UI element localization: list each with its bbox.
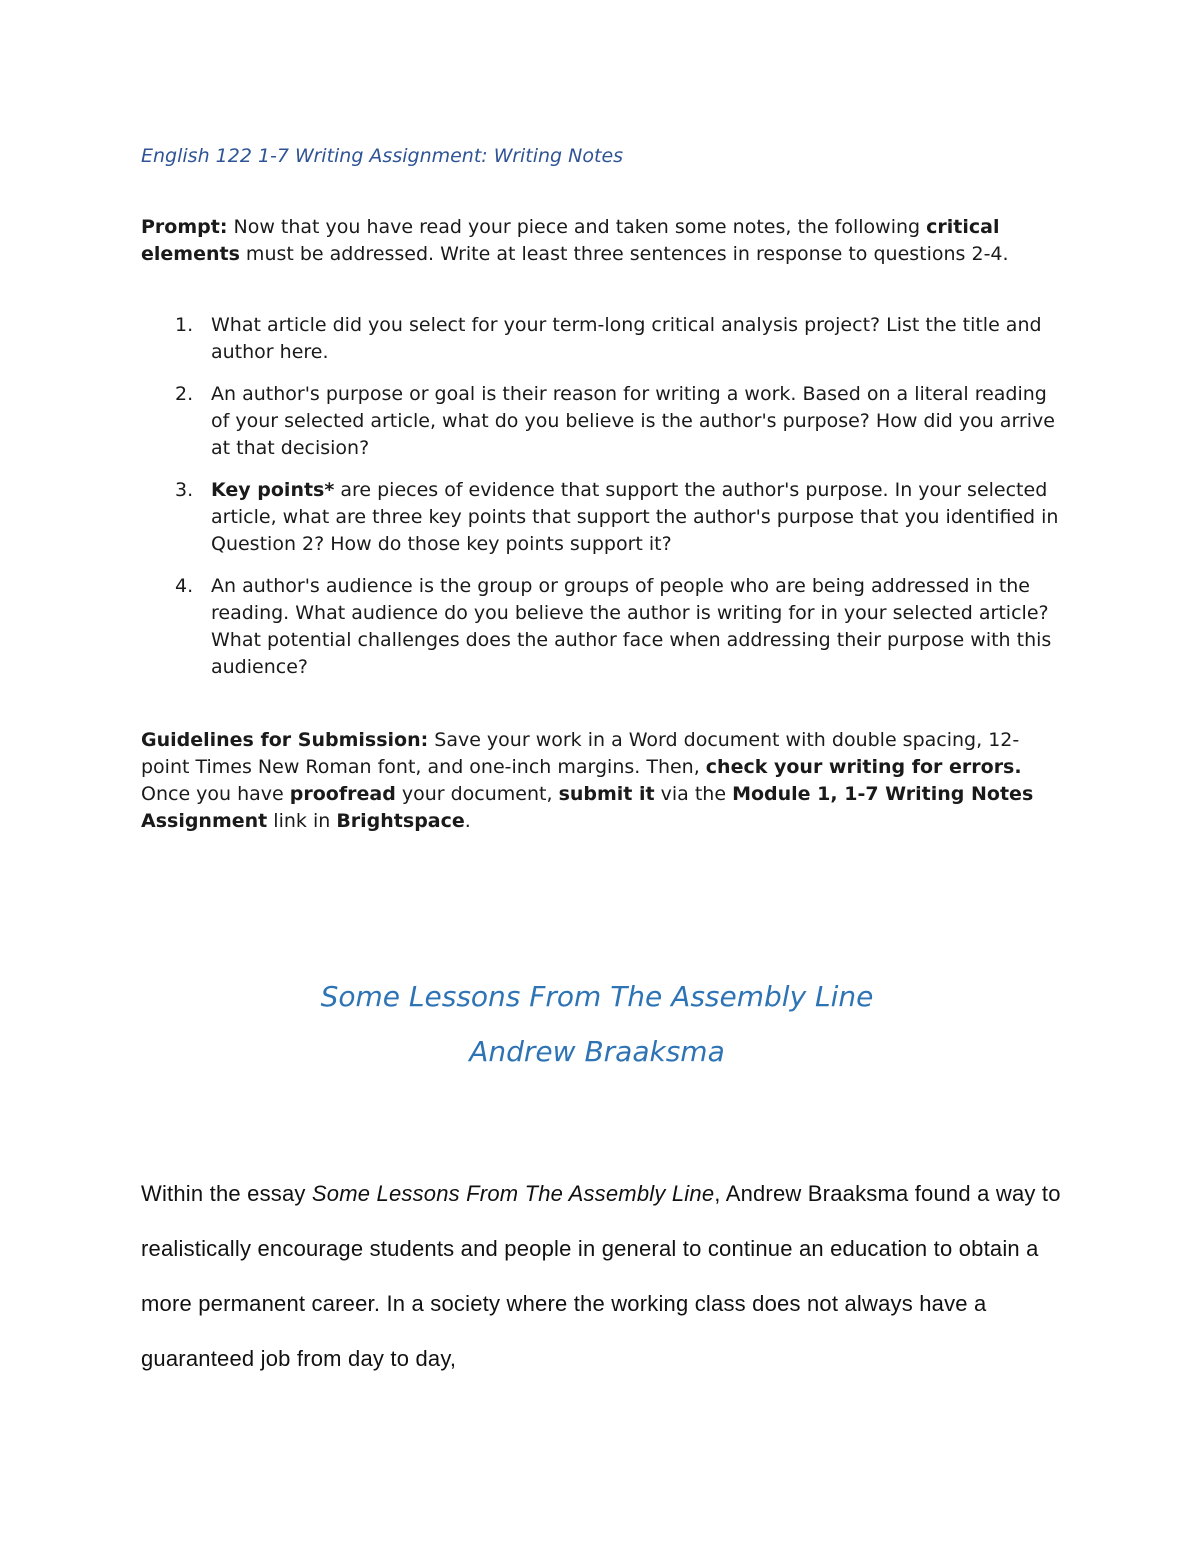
question-text: An author's purpose or goal is their reason for writing a work. Based on a literal reading of your selected article, what do you believe is the author's purpose? How did you arrive at that decision? xyxy=(211,383,1055,459)
guidelines-text-1: Save your work in a Word document with double spacing, 12-point Times New Roman font, and one-inch margins. Then, xyxy=(141,729,1020,778)
question-text: are pieces of evidence that support the author's purpose. In your selected article, what are three key points that support the author's purpose that you identified in Question 2? How do those key points support it? xyxy=(211,479,1059,555)
essay-body-text-2: , Andrew Braaksma found a way to realistically encourage students and people in general to continue an education to obtain a more permanent career. In a society where the working class does not always have a guaranteed job from day to day, xyxy=(141,1181,1061,1371)
guidelines-bold-2: proofread xyxy=(289,783,396,805)
guidelines-bold-1: check your writing for errors. xyxy=(705,756,1022,778)
guidelines-paragraph xyxy=(141,727,1061,835)
question-number: 1. xyxy=(175,314,194,336)
guidelines-bold-3: submit it xyxy=(558,783,655,805)
prompt-paragraph xyxy=(141,214,1071,268)
question-number: 2. xyxy=(175,383,194,405)
question-item-1 xyxy=(141,312,1071,366)
essay-title: Some Lessons From The Assembly Line xyxy=(320,980,874,1013)
question-text: What article did you select for your term-long critical analysis project? List the title and author here. xyxy=(211,314,1042,363)
question-number: 3. xyxy=(175,479,194,501)
guidelines-text-5: link in xyxy=(267,810,337,832)
key-points-label: Key points* xyxy=(211,479,335,501)
assignment-heading: English 122 1-7 Writing Assignment: Writing Notes xyxy=(141,145,624,167)
prompt-text-2: must be addressed. Write at least three sentences in response to questions 2-4. xyxy=(239,243,1009,265)
critical-elements-text: critical elements xyxy=(141,216,1000,265)
guidelines-bold-5: Brightspace xyxy=(336,810,465,832)
question-item-2 xyxy=(141,381,1071,462)
question-item-3 xyxy=(141,477,1071,558)
guidelines-text-3: your document, xyxy=(395,783,559,805)
guidelines-bold-4: Module 1, 1-7 Writing Notes Assignment xyxy=(141,783,1034,832)
prompt-text-1: Now that you have read your piece and taken some notes, the following xyxy=(227,216,927,238)
prompt-label: Prompt: xyxy=(141,216,228,238)
essay-body-text-1: Within the essay xyxy=(141,1181,312,1206)
essay-body-italic-title: Some Lessons From The Assembly Line xyxy=(311,1181,715,1206)
question-list xyxy=(141,312,1071,696)
guidelines-label: Guidelines for Submission: xyxy=(141,729,429,751)
question-text: An author's audience is the group or groups of people who are being addressed in the reading. What audience do you believe the author is writing for in your selected article? What potential challenges does the author face when addressing their purpose with this audience? xyxy=(211,575,1052,678)
question-item-4 xyxy=(141,573,1071,681)
essay-author: Andrew Braaksma xyxy=(469,1035,725,1068)
essay-body xyxy=(141,1166,1071,1386)
guidelines-text-6: . xyxy=(464,810,471,832)
guidelines-text-4: via the xyxy=(654,783,733,805)
question-number: 4. xyxy=(175,575,194,597)
guidelines-text-2: Once you have xyxy=(141,783,290,805)
